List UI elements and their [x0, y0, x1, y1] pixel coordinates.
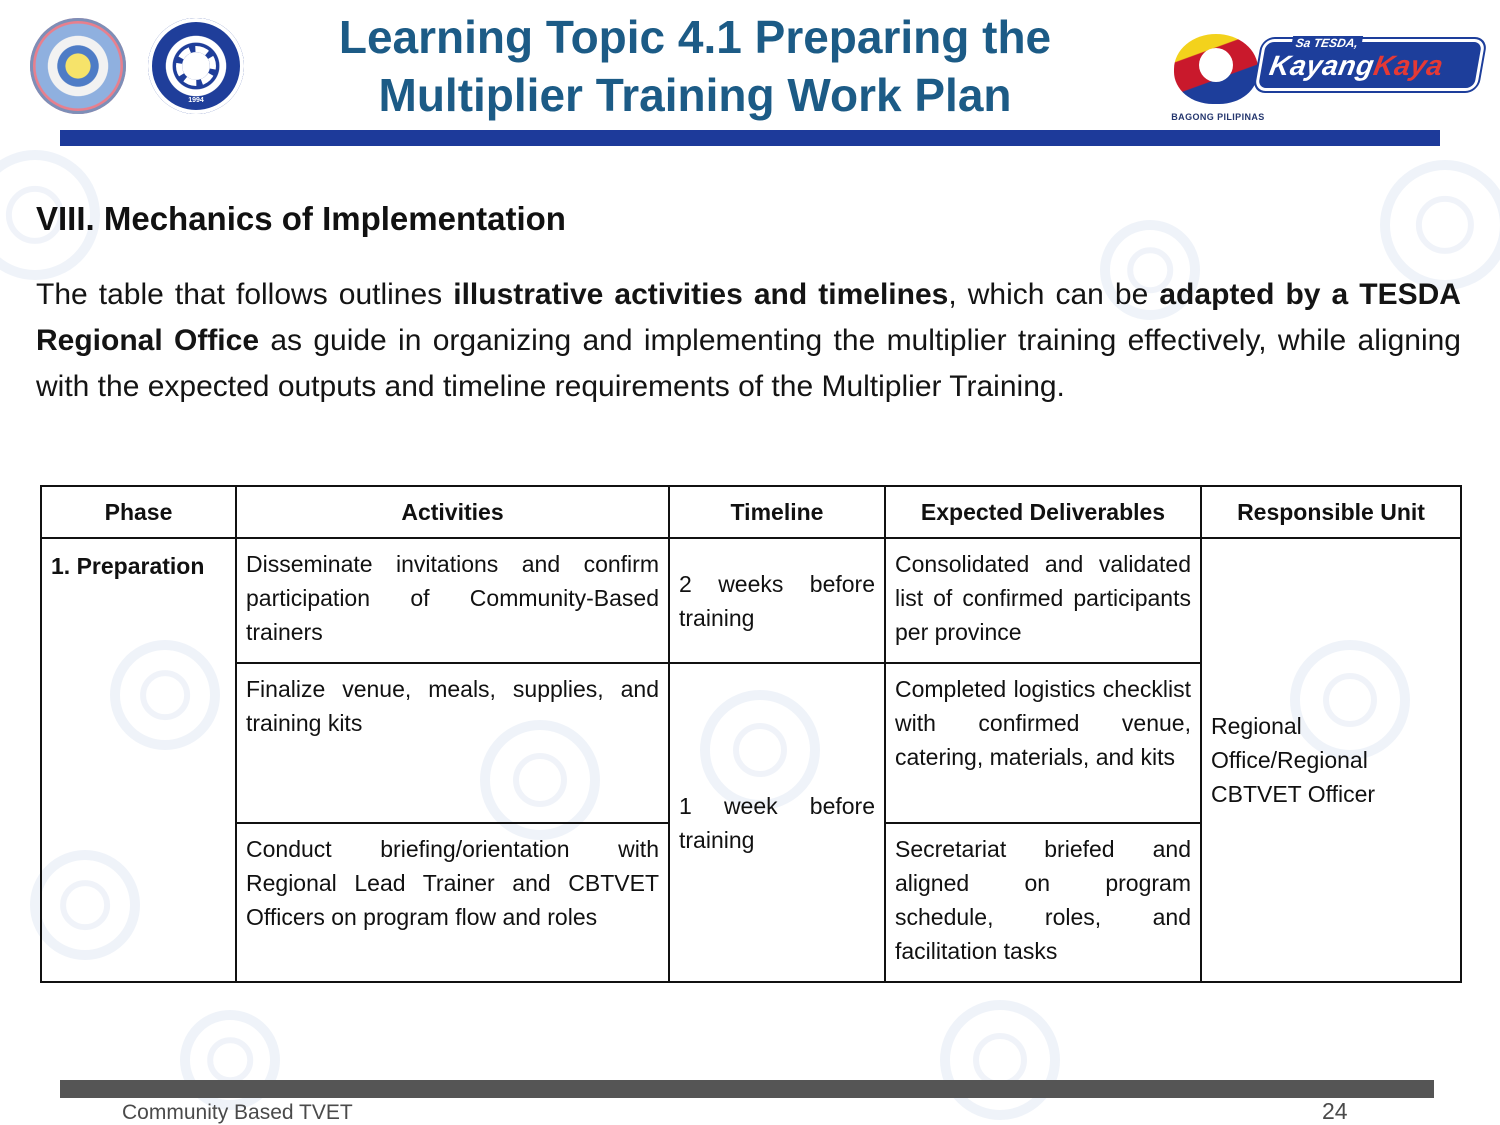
tesda-seal-logo [148, 18, 244, 114]
intro-emphasis: adapted by a TESDA Regional Office [36, 278, 1461, 357]
activity-cell: Finalize venue, meals, supplies, and training kits [236, 663, 669, 822]
heart-emblem-icon [1174, 34, 1258, 104]
column-header-timeline: Timeline [669, 486, 885, 538]
intro-emphasis: illustrative activities and timelines [453, 278, 949, 311]
title-line-1: Learning Topic 4.1 Preparing the [338, 11, 1052, 63]
bagong-pilipinas-caption: BAGONG PILIPINAS [1171, 112, 1265, 122]
gear-icon [176, 46, 216, 86]
page-number: 24 [1322, 1098, 1348, 1124]
deliverable-cell: Consolidated and validated list of confirmed participants per province [885, 538, 1201, 663]
intro-paragraph [36, 272, 1461, 410]
kayang-kaya-wordmark [1267, 50, 1446, 82]
intro-text: as guide in organizing and implementing the multiplier training effectively, while aligning with the expected outputs and timeline requirements of the Multiplier Training. [36, 324, 1461, 403]
timeline-cell: 2 weeks before training [669, 538, 885, 663]
section-heading: VIII. Mechanics of Implementation [36, 200, 566, 237]
activity-cell: Conduct briefing/orientation with Regional Lead Trainer and CBTVET Officers on program flow and roles [236, 823, 669, 982]
responsible-unit-cell: Regional Office/Regional CBTVET Officer [1201, 538, 1461, 982]
header-divider-bar [60, 130, 1440, 146]
deliverable-cell: Secretariat briefed and aligned on program schedule, roles, and facilitation tasks [885, 823, 1201, 982]
kayang-word: Kayang [1267, 50, 1377, 81]
intro-text: The table that follows outlines [36, 278, 454, 311]
table-row [41, 538, 1461, 663]
intro-text: , which can be [948, 278, 1160, 311]
implementation-table [40, 485, 1462, 983]
kayang-kaya-tagline: Sa TESDA, [1291, 36, 1363, 50]
title-line-2: Multiplier Training Work Plan [378, 69, 1012, 121]
column-header-phase: Phase [41, 486, 236, 538]
bagong-pilipinas-logo [1168, 20, 1268, 122]
agency-seal-logo [30, 18, 126, 114]
kaya-word: Kaya [1371, 50, 1446, 81]
activity-cell: Disseminate invitations and confirm participation of Community-Based trainers [236, 538, 669, 663]
kayang-kaya-logo [1258, 36, 1482, 88]
column-header-activities: Activities [236, 486, 669, 538]
page-title [290, 8, 1100, 124]
column-header-deliverables: Expected Deliverables [885, 486, 1201, 538]
deliverable-cell: Completed logistics checklist with confirmed venue, catering, materials, and kits [885, 663, 1201, 822]
timeline-cell: 1 week before training [669, 663, 885, 982]
phase-cell: 1. Preparation [41, 538, 236, 982]
footer-label: Community Based TVET [122, 1101, 353, 1124]
column-header-responsible-unit: Responsible Unit [1201, 486, 1461, 538]
footer-bar [60, 1080, 1434, 1098]
table-header-row [41, 486, 1461, 538]
seal-year: 1994 [188, 97, 204, 104]
watermark-gear [940, 1000, 1060, 1120]
watermark-gear [1380, 160, 1500, 290]
